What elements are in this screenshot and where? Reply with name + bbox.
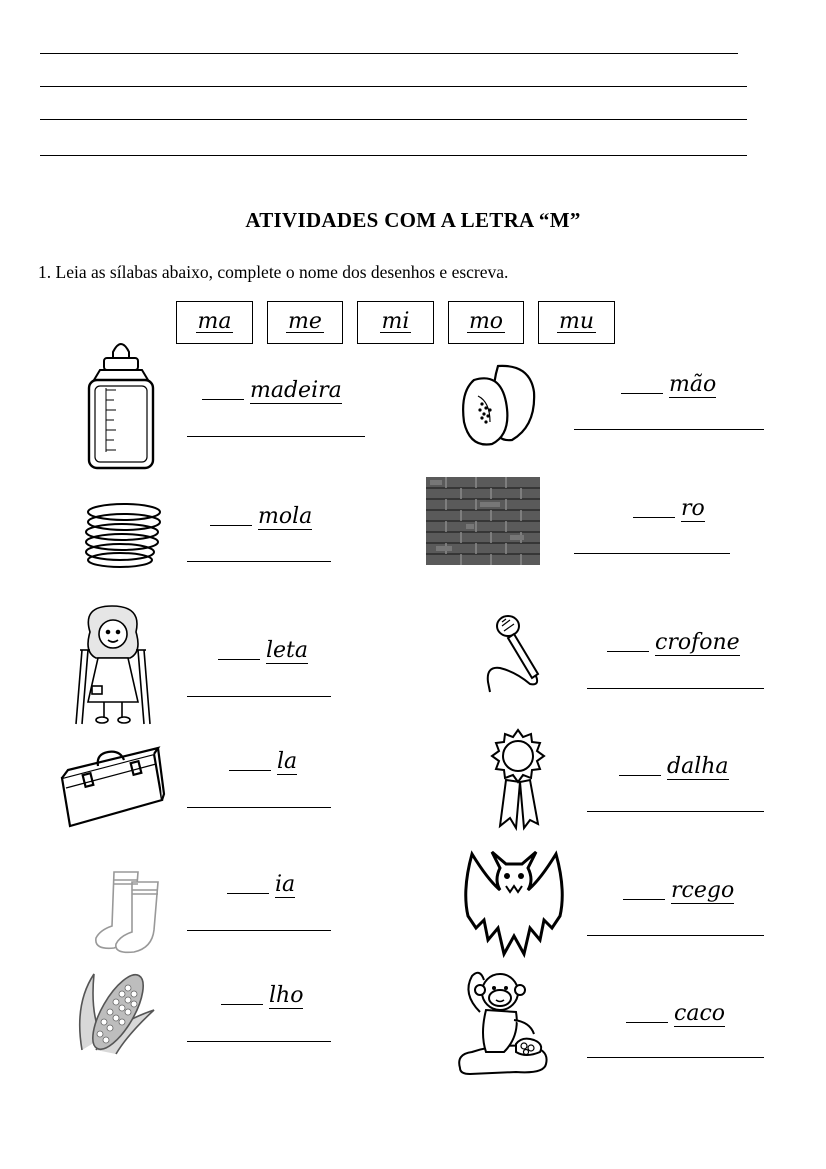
instruction-text: 1. Leia as sílabas abaixo, complete o nome dos desenhos e escreva. xyxy=(38,262,509,282)
word-ending: dalha xyxy=(667,754,729,779)
writing-line-3[interactable] xyxy=(40,119,747,120)
letter-blank[interactable] xyxy=(218,659,260,660)
answer-line-milho[interactable] xyxy=(187,1041,331,1042)
word-milho xyxy=(221,985,303,1009)
word-muleta xyxy=(218,640,308,664)
letter-blank[interactable] xyxy=(229,770,271,771)
writing-line-2[interactable] xyxy=(40,86,747,87)
answer-line-madeira[interactable] xyxy=(187,436,365,437)
word-morcego xyxy=(623,880,734,904)
word-meia xyxy=(227,874,295,898)
medal-icon xyxy=(486,728,550,830)
word-mola xyxy=(210,506,312,530)
answer-line-meia[interactable] xyxy=(187,930,331,931)
baby-bottle-icon xyxy=(86,338,156,470)
writing-line-1[interactable] xyxy=(40,53,738,54)
syllable-box-ma xyxy=(176,301,253,344)
letter-blank[interactable] xyxy=(227,893,269,894)
word-ending: ia xyxy=(275,872,296,897)
word-ro xyxy=(633,498,705,522)
word-mala xyxy=(229,751,297,775)
letter-blank[interactable] xyxy=(633,517,675,518)
syllable-label: mo xyxy=(468,309,504,334)
answer-line-mala[interactable] xyxy=(187,807,331,808)
answer-line-ro[interactable] xyxy=(574,553,730,554)
corn-icon xyxy=(72,964,160,1060)
spring-icon xyxy=(84,500,166,570)
word-ending: mão xyxy=(669,372,717,397)
word-ending: lho xyxy=(269,983,304,1008)
brick-wall-image xyxy=(426,477,540,565)
answer-line-macaco[interactable] xyxy=(587,1057,764,1058)
answer-line-muleta[interactable] xyxy=(187,696,331,697)
bat-icon xyxy=(462,850,566,956)
word-mao xyxy=(621,374,716,398)
letter-blank[interactable] xyxy=(202,399,244,400)
letter-blank[interactable] xyxy=(210,525,252,526)
word-ending: caco xyxy=(674,1001,726,1026)
letter-blank[interactable] xyxy=(623,899,665,900)
word-ending: mola xyxy=(258,504,313,529)
letter-blank[interactable] xyxy=(607,651,649,652)
word-ending: crofone xyxy=(655,630,740,655)
answer-line-mao[interactable] xyxy=(574,429,764,430)
girl-crutches-icon xyxy=(72,602,154,726)
answer-line-morcego[interactable] xyxy=(587,935,764,936)
papaya-icon xyxy=(460,362,538,448)
syllable-box-me xyxy=(267,301,343,344)
word-medalha xyxy=(619,756,729,780)
word-microfone xyxy=(607,632,740,656)
monkey-icon xyxy=(456,964,550,1076)
syllable-box-mu xyxy=(538,301,615,344)
syllable-box-mi xyxy=(357,301,434,344)
word-ending: leta xyxy=(266,638,309,663)
syllable-label: me xyxy=(288,309,322,334)
letter-blank[interactable] xyxy=(619,775,661,776)
letter-blank[interactable] xyxy=(221,1004,263,1005)
syllable-label: mi xyxy=(381,309,410,334)
word-madeira xyxy=(202,380,342,404)
syllable-label: ma xyxy=(197,309,232,334)
answer-line-mola[interactable] xyxy=(187,561,331,562)
answer-line-microfone[interactable] xyxy=(587,688,764,689)
socks-icon xyxy=(74,864,166,954)
word-ending: ro xyxy=(681,496,705,521)
word-macaco xyxy=(626,1003,725,1027)
page-title: ATIVIDADES COM A LETRA “M” xyxy=(245,208,581,232)
writing-line-4[interactable] xyxy=(40,155,747,156)
letter-blank[interactable] xyxy=(621,393,663,394)
word-ending: rcego xyxy=(671,878,735,903)
word-ending: madeira xyxy=(250,378,342,403)
word-ending: la xyxy=(277,749,298,774)
microphone-icon xyxy=(480,612,546,698)
letter-blank[interactable] xyxy=(626,1022,668,1023)
suitcase-icon xyxy=(58,742,166,832)
syllable-box-mo xyxy=(448,301,524,344)
answer-line-medalha[interactable] xyxy=(587,811,764,812)
syllable-label: mu xyxy=(558,309,595,334)
